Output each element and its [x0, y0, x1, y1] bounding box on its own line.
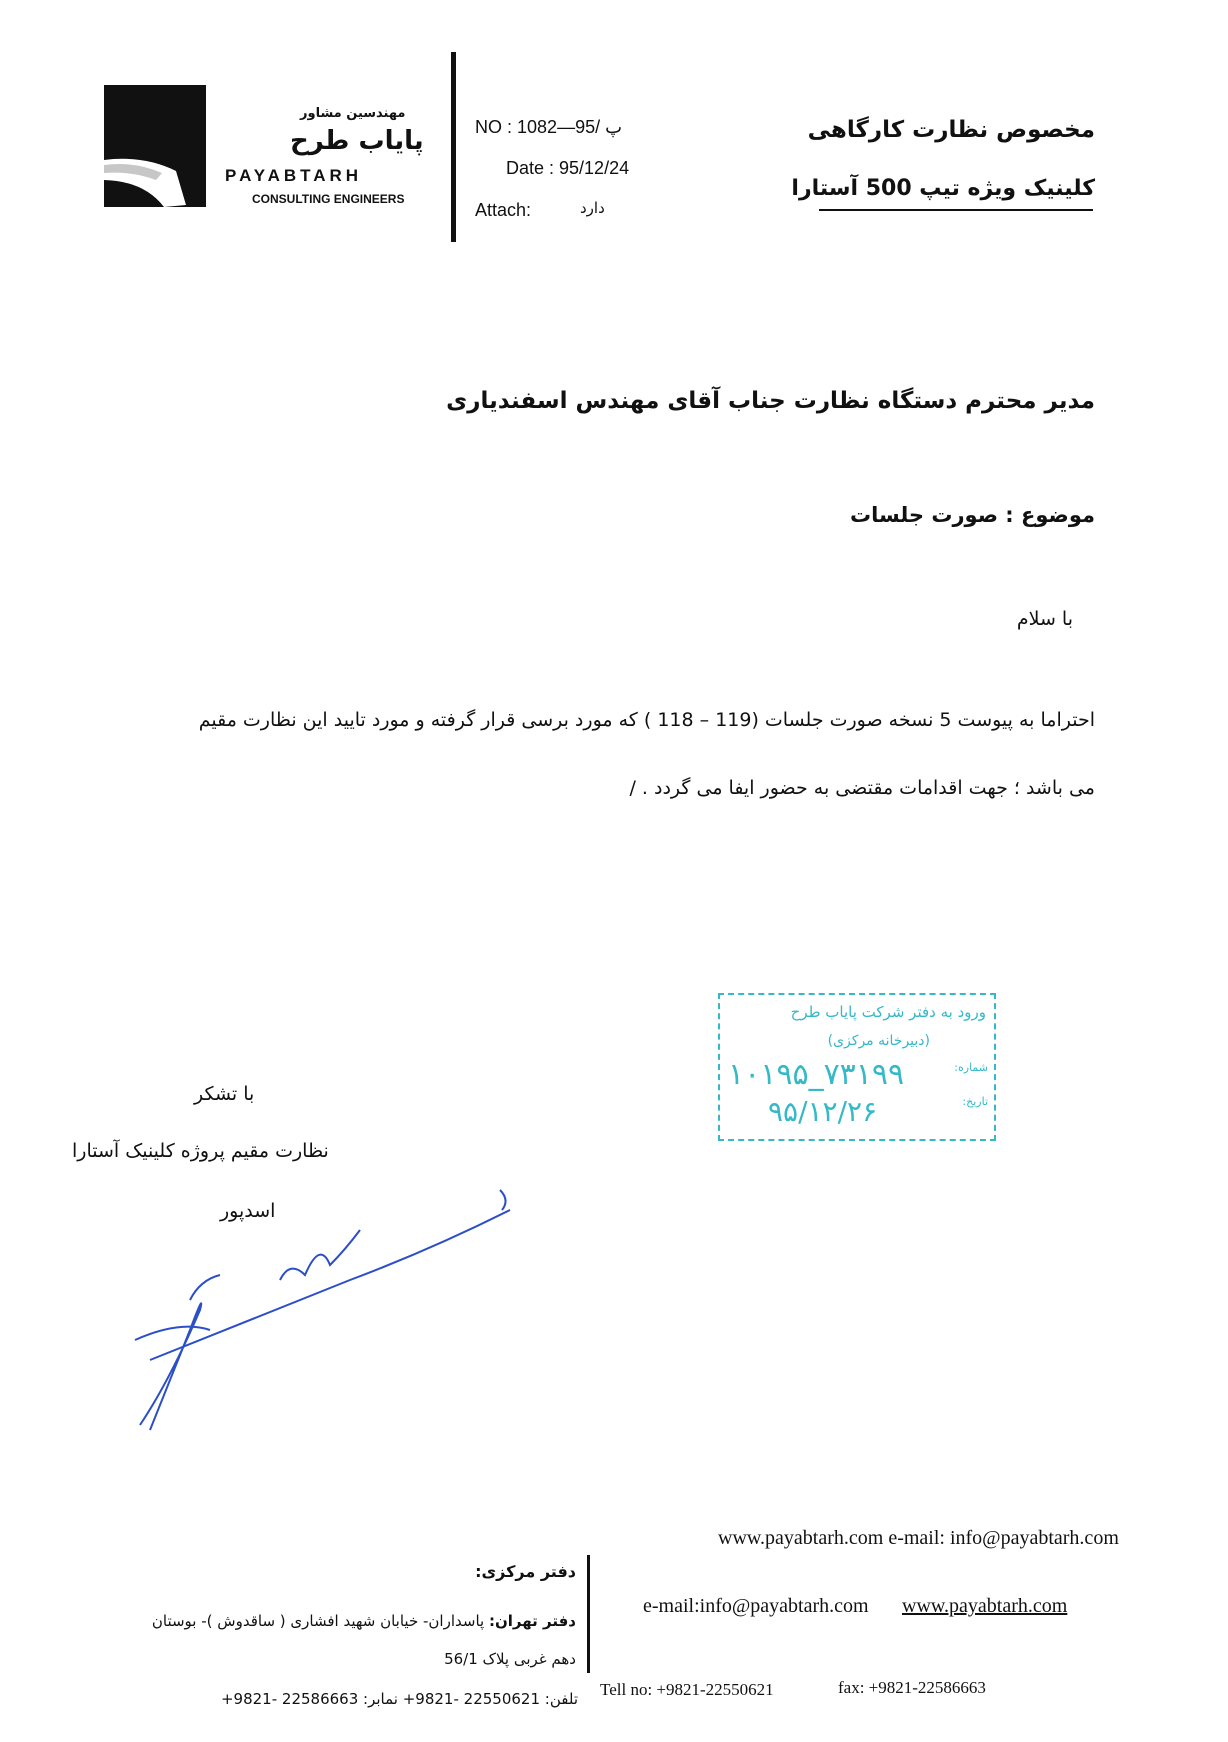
logo-graphic: [104, 85, 206, 207]
footer-web-email: www.payabtarh.com e-mail: info@payabtarh.com: [718, 1527, 1119, 1549]
stamp-number-label: شماره:: [954, 1061, 988, 1074]
logo-english-name: PAYABTARH: [225, 166, 363, 185]
footer-address-text: پاسداران- خیابان شهید افشاری ( ساقدوش )- بوستان: [151, 1612, 485, 1630]
company-logo-mark: [104, 85, 206, 207]
footer-address-label: دفتر تهران:: [488, 1612, 576, 1630]
stamp-date-label: تاریخ:: [962, 1095, 988, 1108]
handwritten-signature: [130, 1180, 530, 1440]
signer-name: اسدپور: [220, 1200, 276, 1222]
stamp-title: ورود به دفتر شرکت پایاب طرح: [790, 1003, 986, 1021]
logo-english-subtitle: CONSULTING ENGINEERS: [252, 192, 405, 206]
logo-persian-subtitle: مهندسین مشاور: [300, 106, 406, 121]
header-right-title: مخصوص نظارت کارگاهی: [807, 117, 1095, 143]
footer-office-title: دفتر مرکزی:: [475, 1562, 576, 1581]
receipt-stamp: [718, 993, 996, 1141]
closing-office: نظارت مقیم پروژه کلینیک آستارا: [72, 1140, 329, 1162]
header-project-name: کلینیک ویژه تیپ 500 آستارا: [791, 176, 1095, 201]
footer-fax: fax: +9821-22586663: [838, 1678, 986, 1697]
footer-address-line-2: دهم غربی پلاک 56/1: [444, 1650, 576, 1668]
letter-body-line-1: احتراما به پیوست 5 نسخه صورت جلسات (119 – 118 ) که مورد برسی قرار گرفته و مورد تایید این نظارت مقیم: [198, 709, 1095, 731]
reference-number: NO : پ /95—1082: [475, 117, 623, 137]
letter-addressee: مدیر محترم دستگاه نظارت جناب آقای مهندس اسفندیاری: [446, 388, 1095, 414]
project-name-underline: [819, 209, 1093, 211]
footer-email-link[interactable]: e-mail:info@payabtarh.com: [643, 1595, 869, 1617]
attachment-label: Attach:: [475, 200, 532, 220]
letter-subject: موضوع : صورت جلسات: [849, 503, 1095, 527]
letter-greeting: با سلام: [1016, 608, 1073, 630]
letter-body-line-2: می باشد ؛ جهت اقدامات مقتضی به حضور ایفا می گردد . /: [629, 777, 1095, 799]
footer-website-link[interactable]: www.payabtarh.com: [902, 1595, 1068, 1617]
footer-divider: [587, 1555, 590, 1673]
footer-tell: Tell no: +9821-22550621: [600, 1680, 774, 1699]
footer-address: [152, 1612, 576, 1630]
stamp-number: ۱۰۱۹۵_۷۳۱۹۹: [728, 1057, 905, 1092]
stamp-date: ۹۵/۱۲/۲۶: [768, 1095, 878, 1128]
footer-phones: تلفن: 22550621 -9821+ نمابر: 22586663 -9821+: [220, 1690, 578, 1708]
logo-persian-name: پایاب طرح: [290, 126, 424, 156]
attachment-value: دارد: [580, 199, 605, 217]
closing-thanks: با تشکر: [194, 1083, 255, 1105]
stamp-subtitle: (دبیرخانه مرکزی): [827, 1033, 930, 1049]
reference-date: Date : 95/12/24: [506, 158, 630, 178]
header-divider: [451, 52, 456, 242]
